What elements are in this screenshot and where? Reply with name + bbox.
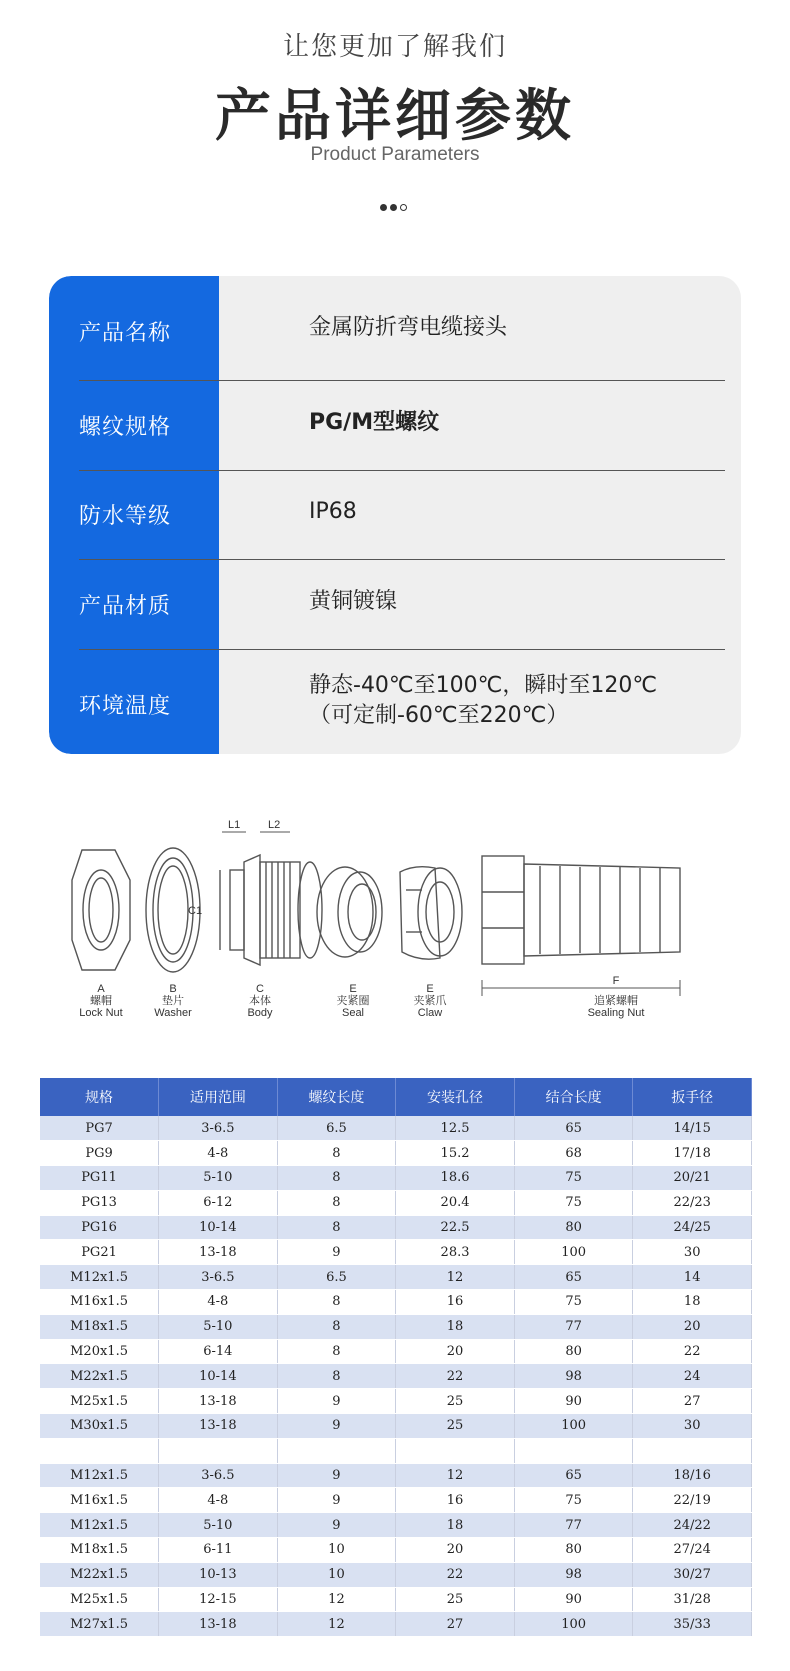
table-cell: 12.5 xyxy=(396,1116,515,1141)
table-row xyxy=(40,1488,752,1513)
param-label: 产品名称 xyxy=(79,321,172,346)
table-cell: 5-10 xyxy=(159,1513,278,1538)
table-cell: 9 xyxy=(277,1414,396,1439)
table-cell: 27 xyxy=(633,1389,752,1414)
column-header: 安装孔径 xyxy=(396,1078,515,1116)
sealing-nut-drawing xyxy=(482,856,680,964)
table-cell: 68 xyxy=(514,1141,633,1166)
dim-label: C1 xyxy=(188,905,203,917)
table-cell: 22.5 xyxy=(396,1215,515,1240)
table-cell: 18 xyxy=(633,1290,752,1315)
param-value: 黄铜镀镍 xyxy=(309,589,398,614)
table-cell: 20 xyxy=(396,1339,515,1364)
table-cell: M18x1.5 xyxy=(40,1314,159,1339)
table-cell: 30/27 xyxy=(633,1562,752,1587)
param-value: 静态-40℃至100℃，瞬时至120℃ xyxy=(309,673,658,698)
table-cell: 20.4 xyxy=(396,1190,515,1215)
column-header: 扳手径 xyxy=(633,1078,752,1116)
part-letter: E xyxy=(349,983,357,995)
parameter-card xyxy=(49,276,741,754)
param-row xyxy=(49,380,741,470)
table-cell: 100 xyxy=(514,1240,633,1265)
table-cell: PG16 xyxy=(40,1215,159,1240)
table-cell xyxy=(514,1438,633,1463)
table-cell: 3-6.5 xyxy=(159,1463,278,1488)
part-letter: E xyxy=(426,983,434,995)
table-cell: 18 xyxy=(396,1314,515,1339)
table-cell: M27x1.5 xyxy=(40,1612,159,1637)
table-cell: 30 xyxy=(633,1414,752,1439)
table-row xyxy=(40,1538,752,1563)
spec-table xyxy=(40,1078,752,1637)
table-cell: PG11 xyxy=(40,1166,159,1191)
param-value: 金属防折弯电缆接头 xyxy=(309,315,508,340)
param-label: 产品材质 xyxy=(79,594,172,619)
dim-label: L1 xyxy=(228,820,241,831)
table-cell: 6-11 xyxy=(159,1538,278,1563)
table-row xyxy=(40,1612,752,1637)
table-cell: 80 xyxy=(514,1538,633,1563)
table-cell: 10-14 xyxy=(159,1215,278,1240)
table-cell: 14 xyxy=(633,1265,752,1290)
part-letter: B xyxy=(169,983,177,995)
part-name-en: Body xyxy=(247,1007,273,1019)
table-cell: M25x1.5 xyxy=(40,1389,159,1414)
table-cell: M25x1.5 xyxy=(40,1587,159,1612)
table-cell: 8 xyxy=(277,1314,396,1339)
table-cell: 30 xyxy=(633,1240,752,1265)
table-cell: M22x1.5 xyxy=(40,1562,159,1587)
table-cell: 14/15 xyxy=(633,1116,752,1141)
body-drawing xyxy=(220,855,322,965)
table-cell: 5-10 xyxy=(159,1314,278,1339)
table-cell: 8 xyxy=(277,1190,396,1215)
table-cell: 16 xyxy=(396,1290,515,1315)
part-name-cn: 螺帽 xyxy=(90,995,112,1007)
table-row xyxy=(40,1265,752,1290)
table-cell: 8 xyxy=(277,1339,396,1364)
table-cell: M18x1.5 xyxy=(40,1538,159,1563)
table-cell: 27/24 xyxy=(633,1538,752,1563)
part-letter: C xyxy=(256,983,264,995)
table-row xyxy=(40,1141,752,1166)
part-name-en: Lock Nut xyxy=(79,1007,123,1019)
table-cell: 77 xyxy=(514,1513,633,1538)
table-cell: 22 xyxy=(396,1364,515,1389)
table-cell: 10-13 xyxy=(159,1562,278,1587)
table-cell: 8 xyxy=(277,1364,396,1389)
table-cell: 3-6.5 xyxy=(159,1116,278,1141)
param-row xyxy=(49,276,741,380)
column-header: 结合长度 xyxy=(514,1078,633,1116)
part-letter: A xyxy=(97,983,105,995)
table-cell: 25 xyxy=(396,1587,515,1612)
table-cell: 8 xyxy=(277,1290,396,1315)
table-cell: PG7 xyxy=(40,1116,159,1141)
table-row xyxy=(40,1562,752,1587)
dimension-lines xyxy=(222,832,680,996)
table-cell: 22 xyxy=(633,1339,752,1364)
table-cell: 15.2 xyxy=(396,1141,515,1166)
table-cell: 13-18 xyxy=(159,1612,278,1637)
table-cell: M16x1.5 xyxy=(40,1290,159,1315)
table-row xyxy=(40,1166,752,1191)
table-cell: 75 xyxy=(514,1290,633,1315)
table-row xyxy=(40,1116,752,1141)
dim-label: L2 xyxy=(268,820,281,831)
lock-nut-drawing xyxy=(72,850,130,970)
dot-icon xyxy=(390,204,397,211)
table-cell: 98 xyxy=(514,1364,633,1389)
table-cell xyxy=(40,1438,159,1463)
table-row xyxy=(40,1438,752,1463)
param-value: PG/M型螺纹 xyxy=(309,410,440,435)
table-row xyxy=(40,1389,752,1414)
table-cell: 65 xyxy=(514,1463,633,1488)
table-cell: 75 xyxy=(514,1488,633,1513)
table-cell xyxy=(396,1438,515,1463)
table-cell: 22/23 xyxy=(633,1190,752,1215)
table-cell: 13-18 xyxy=(159,1414,278,1439)
table-cell: 12 xyxy=(277,1587,396,1612)
table-cell: 10 xyxy=(277,1562,396,1587)
table-cell: 12 xyxy=(396,1463,515,1488)
table-row xyxy=(40,1339,752,1364)
column-header: 螺纹长度 xyxy=(277,1078,396,1116)
column-header: 规格 xyxy=(40,1078,159,1116)
table-cell: 20 xyxy=(396,1538,515,1563)
table-cell: 9 xyxy=(277,1240,396,1265)
table-cell: 18.6 xyxy=(396,1166,515,1191)
table-cell: 25 xyxy=(396,1389,515,1414)
table-cell: M16x1.5 xyxy=(40,1488,159,1513)
table-cell: PG13 xyxy=(40,1190,159,1215)
table-cell: 27 xyxy=(396,1612,515,1637)
table-cell: 6.5 xyxy=(277,1116,396,1141)
part-name-cn: 夹紧爪 xyxy=(413,995,447,1007)
table-row xyxy=(40,1290,752,1315)
part-name-cn: 追紧螺帽 xyxy=(594,995,638,1007)
hero-title: 产品详细参数 xyxy=(215,84,575,149)
table-body xyxy=(40,1116,752,1637)
table-cell: 80 xyxy=(514,1215,633,1240)
table-cell: 75 xyxy=(514,1166,633,1191)
table-cell xyxy=(633,1438,752,1463)
table-cell: 10 xyxy=(277,1538,396,1563)
table-cell: 22 xyxy=(396,1562,515,1587)
param-row xyxy=(49,470,741,559)
table-cell: 8 xyxy=(277,1141,396,1166)
param-label: 环境温度 xyxy=(79,694,172,719)
table-cell: 4-8 xyxy=(159,1141,278,1166)
param-row xyxy=(49,559,741,649)
table-cell: 25 xyxy=(396,1414,515,1439)
dot-hollow-icon xyxy=(400,204,407,211)
claw-drawing xyxy=(400,867,462,959)
table-cell: 20 xyxy=(633,1314,752,1339)
table-cell: 24 xyxy=(633,1364,752,1389)
table-cell: 8 xyxy=(277,1215,396,1240)
table-cell: 100 xyxy=(514,1612,633,1637)
seal-drawing xyxy=(317,867,382,957)
decorative-dots xyxy=(380,204,407,211)
table-cell: 8 xyxy=(277,1166,396,1191)
part-name-en: Claw xyxy=(417,1007,443,1019)
table-cell: 4-8 xyxy=(159,1290,278,1315)
table-row xyxy=(40,1215,752,1240)
hero-subtitle: 让您更加了解我们 xyxy=(282,32,507,62)
table-cell: 6-12 xyxy=(159,1190,278,1215)
table-cell: 3-6.5 xyxy=(159,1265,278,1290)
table-cell: M12x1.5 xyxy=(40,1513,159,1538)
table-row xyxy=(40,1463,752,1488)
table-cell: 98 xyxy=(514,1562,633,1587)
table-row xyxy=(40,1240,752,1265)
table-row xyxy=(40,1190,752,1215)
table-cell: 75 xyxy=(514,1190,633,1215)
table-cell: 12-15 xyxy=(159,1587,278,1612)
table-cell: 9 xyxy=(277,1463,396,1488)
param-label: 螺纹规格 xyxy=(79,415,172,440)
table-cell: 90 xyxy=(514,1389,633,1414)
table-row xyxy=(40,1414,752,1439)
table-cell: 18 xyxy=(396,1513,515,1538)
table-cell: 18/16 xyxy=(633,1463,752,1488)
table-header-row xyxy=(40,1078,752,1116)
table-cell: 28.3 xyxy=(396,1240,515,1265)
table-row xyxy=(40,1364,752,1389)
table-cell: 65 xyxy=(514,1265,633,1290)
table-cell: M30x1.5 xyxy=(40,1414,159,1439)
cable-gland-diagram xyxy=(70,820,730,1020)
table-cell xyxy=(159,1438,278,1463)
table-cell: 100 xyxy=(514,1414,633,1439)
table-cell: 12 xyxy=(277,1612,396,1637)
table-cell: 77 xyxy=(514,1314,633,1339)
table-cell: M20x1.5 xyxy=(40,1339,159,1364)
part-letter: F xyxy=(612,975,620,987)
table-cell: M12x1.5 xyxy=(40,1265,159,1290)
table-cell: 24/25 xyxy=(633,1215,752,1240)
table-cell: 31/28 xyxy=(633,1587,752,1612)
table-cell: PG21 xyxy=(40,1240,159,1265)
table-cell: 16 xyxy=(396,1488,515,1513)
table-cell: 12 xyxy=(396,1265,515,1290)
exploded-view-diagram xyxy=(70,820,730,1020)
part-name-cn: 垫片 xyxy=(162,995,184,1007)
part-name-cn: 夹紧圈 xyxy=(336,995,370,1007)
table-cell: 35/33 xyxy=(633,1612,752,1637)
param-row xyxy=(49,649,741,754)
table-cell: 13-18 xyxy=(159,1240,278,1265)
table-cell: 90 xyxy=(514,1587,633,1612)
table-row xyxy=(40,1587,752,1612)
table-cell: 65 xyxy=(514,1116,633,1141)
table-cell: 4-8 xyxy=(159,1488,278,1513)
part-name-en: Washer xyxy=(154,1007,192,1019)
table-cell: 17/18 xyxy=(633,1141,752,1166)
param-label: 防水等级 xyxy=(79,504,172,529)
column-header: 适用范围 xyxy=(159,1078,278,1116)
table-cell: 20/21 xyxy=(633,1166,752,1191)
table-cell: 5-10 xyxy=(159,1166,278,1191)
table-cell: 10-14 xyxy=(159,1364,278,1389)
table-cell: M12x1.5 xyxy=(40,1463,159,1488)
table-cell xyxy=(277,1438,396,1463)
table-row xyxy=(40,1314,752,1339)
table-cell: 80 xyxy=(514,1339,633,1364)
table-cell: PG9 xyxy=(40,1141,159,1166)
part-name-cn: 本体 xyxy=(249,995,271,1007)
table-cell: 22/19 xyxy=(633,1488,752,1513)
table-row xyxy=(40,1513,752,1538)
hero-title-en: Product Parameters xyxy=(310,144,480,165)
table-cell: 9 xyxy=(277,1513,396,1538)
table-cell: 6.5 xyxy=(277,1265,396,1290)
table-cell: 6-14 xyxy=(159,1339,278,1364)
table-cell: 9 xyxy=(277,1389,396,1414)
table-cell: 9 xyxy=(277,1488,396,1513)
param-value: IP68 xyxy=(309,499,357,524)
table-cell: 13-18 xyxy=(159,1389,278,1414)
part-name-en: Seal xyxy=(341,1007,365,1019)
param-value-note: （可定制-60℃至220℃） xyxy=(309,703,569,728)
dot-icon xyxy=(380,204,387,211)
table-cell: M22x1.5 xyxy=(40,1364,159,1389)
part-name-en: Sealing Nut xyxy=(587,1007,645,1019)
table-cell: 24/22 xyxy=(633,1513,752,1538)
